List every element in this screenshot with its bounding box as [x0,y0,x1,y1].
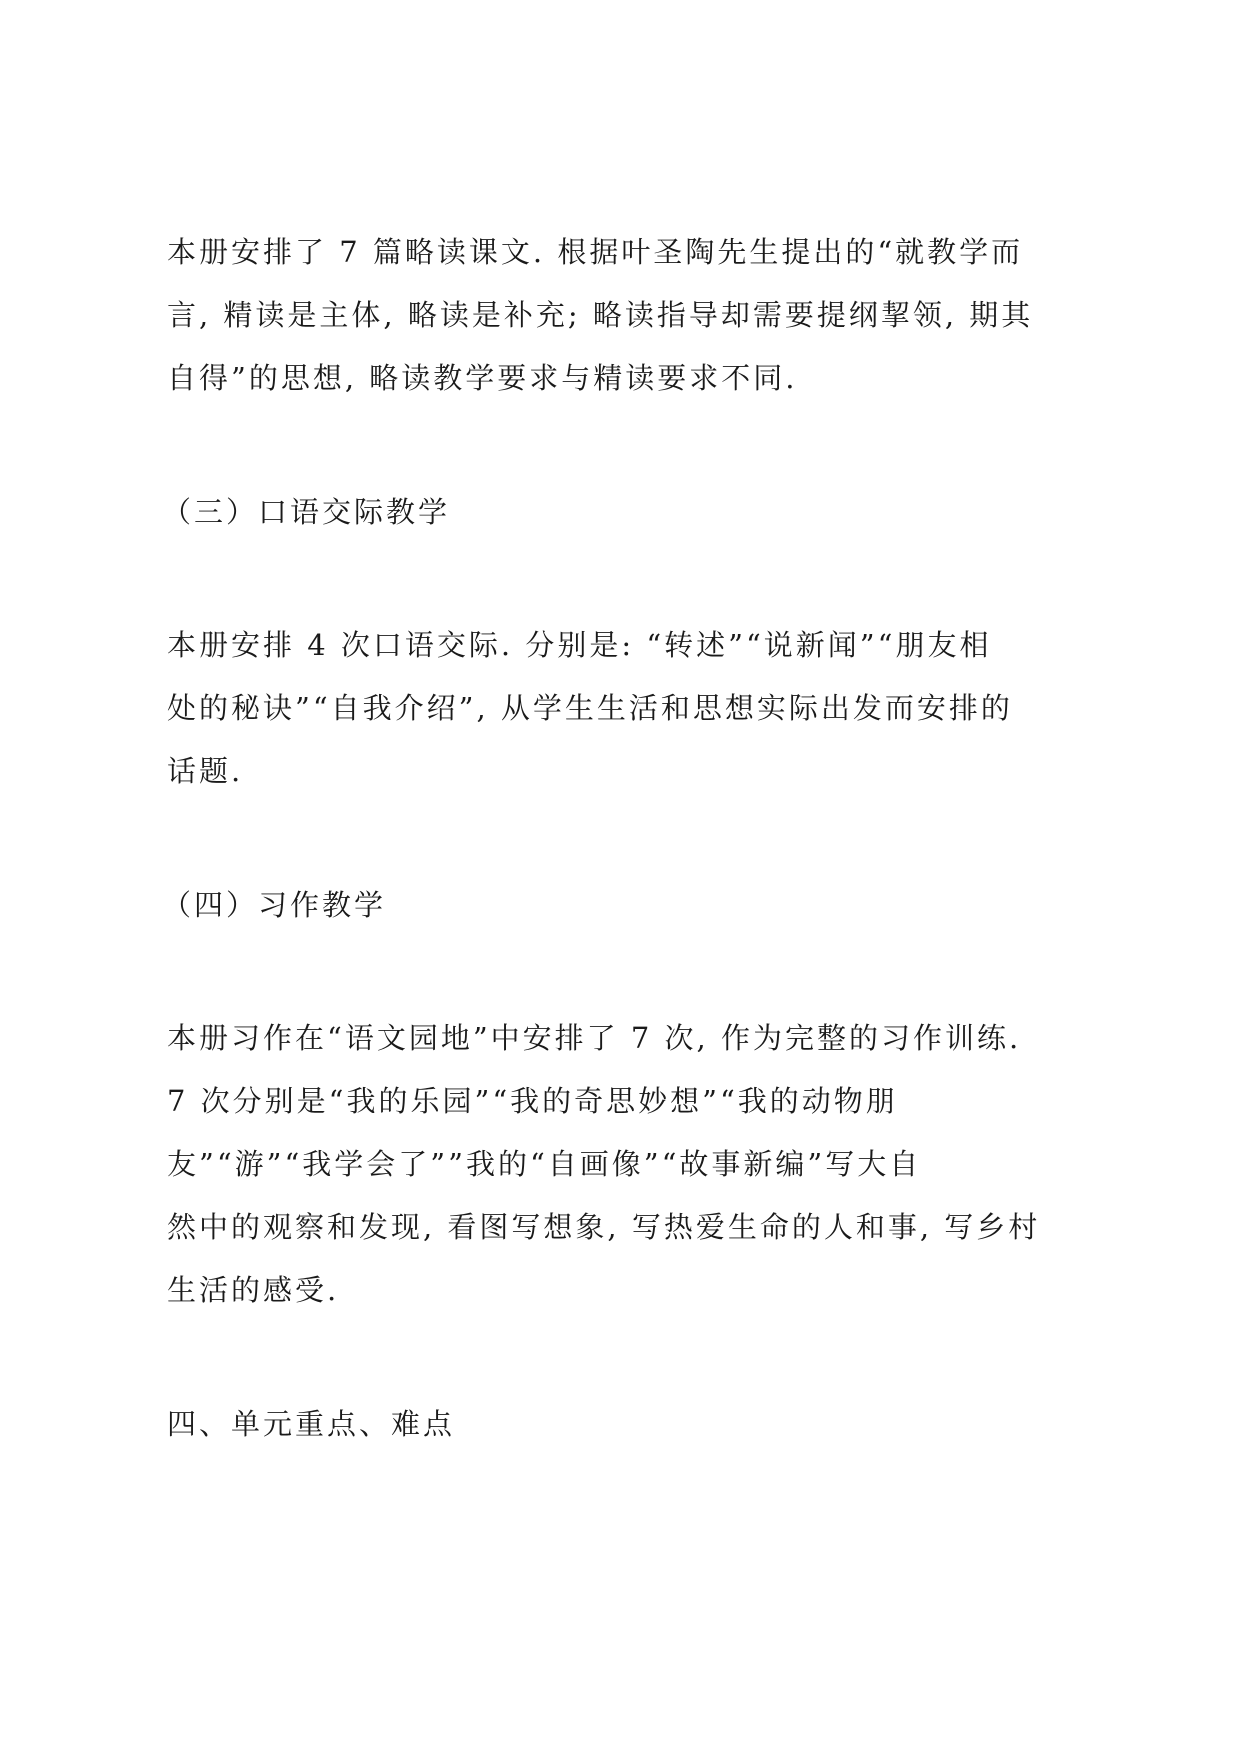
paragraph-line: 处的秘诀”“自我介绍”, 从学生生活和思想实际出发而安排的 [167,691,1013,725]
paragraph-line: 生活的感受. [167,1273,340,1307]
paragraph-line: 本册安排了 7 篇略读课文. 根据叶圣陶先生提出的“就教学而 [167,235,1024,269]
paragraph-line: 本册安排 4 次口语交际. 分别是: “转述”“说新闻”“朋友相 [167,628,992,662]
paragraph-line: 话题. [167,754,244,788]
paragraph-line: 本册习作在“语文园地”中安排了 7 次, 作为完整的习作训练. [167,1021,1022,1055]
paragraph-line: 言, 精读是主体, 略读是补充; 略读指导却需要提纲挈领, 期其 [167,298,1034,332]
paragraph-line: 友”“游”“我学会了””我的“自画像”“故事新编”写大自 [167,1147,922,1181]
paragraph-line: 然中的观察和发现, 看图写想象, 写热爱生命的人和事, 写乡村 [167,1210,1041,1244]
section-heading-3: （三）口语交际教学 [162,495,451,529]
chapter-heading: 四、单元重点、难点 [167,1407,456,1441]
section-heading-4: （四）习作教学 [162,888,387,922]
paragraph-line: 7 次分别是“我的乐园”“我的奇思妙想”“我的动物朋 [167,1084,898,1118]
paragraph-line: 自得”的思想, 略读教学要求与精读要求不同. [167,361,798,395]
